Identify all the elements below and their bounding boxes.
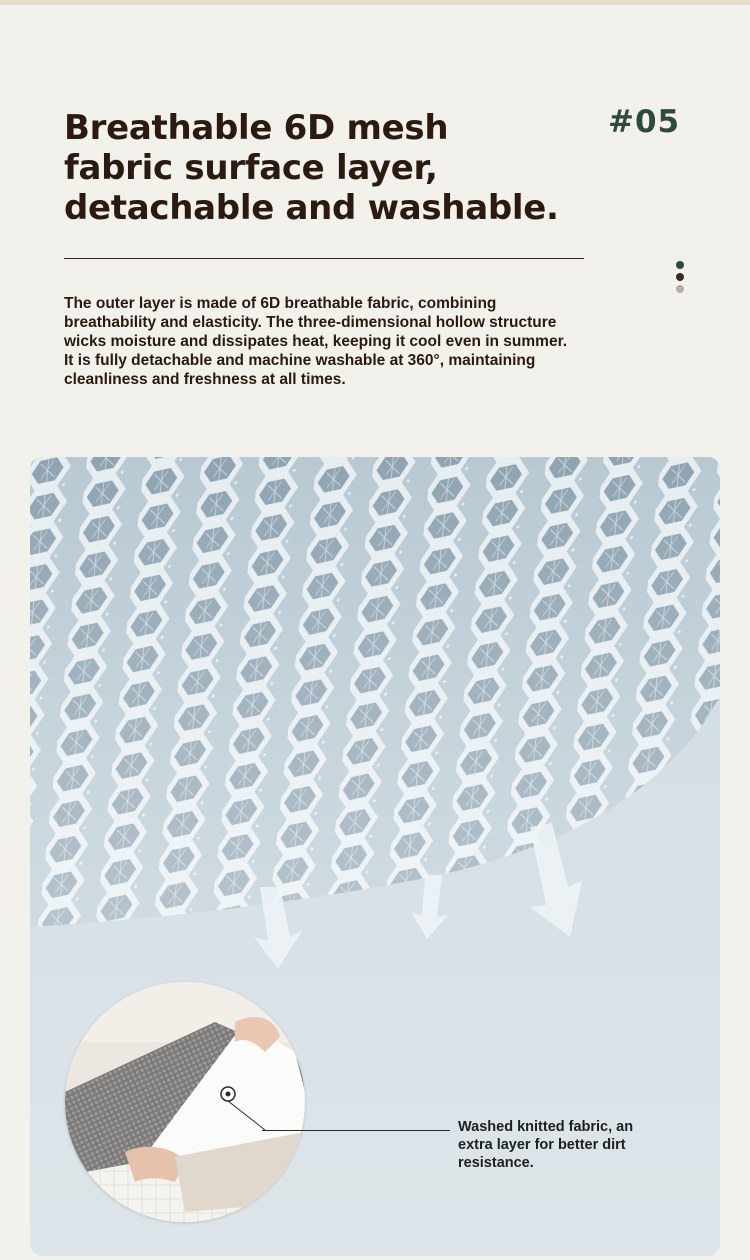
pagination-dots [676, 261, 686, 297]
detail-photo [65, 982, 305, 1222]
section-number: #05 [608, 104, 681, 140]
pagination-dot [676, 273, 684, 281]
washed-fabric-detail-image [65, 982, 305, 1222]
callout-label: Washed knitted fabric, an extra layer for better dirt resistance. [458, 1119, 634, 1171]
divider [64, 258, 584, 259]
pagination-dot [676, 285, 684, 293]
page-title: Breathable 6D mesh fabric surface layer, detachable and washable. [64, 108, 559, 228]
top-accent-strip [0, 0, 750, 5]
callout-leader-line [262, 1130, 450, 1131]
feature-description: The outer layer is made of 6D breathable fabric, combining breathability and elasticity. The three-dimensional hollow structure wicks moisture and dissipates heat, keeping it cool even in summer. It is fully detachable and machine washable at 360°, maintaining cleanliness and freshness at all times. [64, 295, 568, 388]
pagination-dot [676, 261, 684, 269]
